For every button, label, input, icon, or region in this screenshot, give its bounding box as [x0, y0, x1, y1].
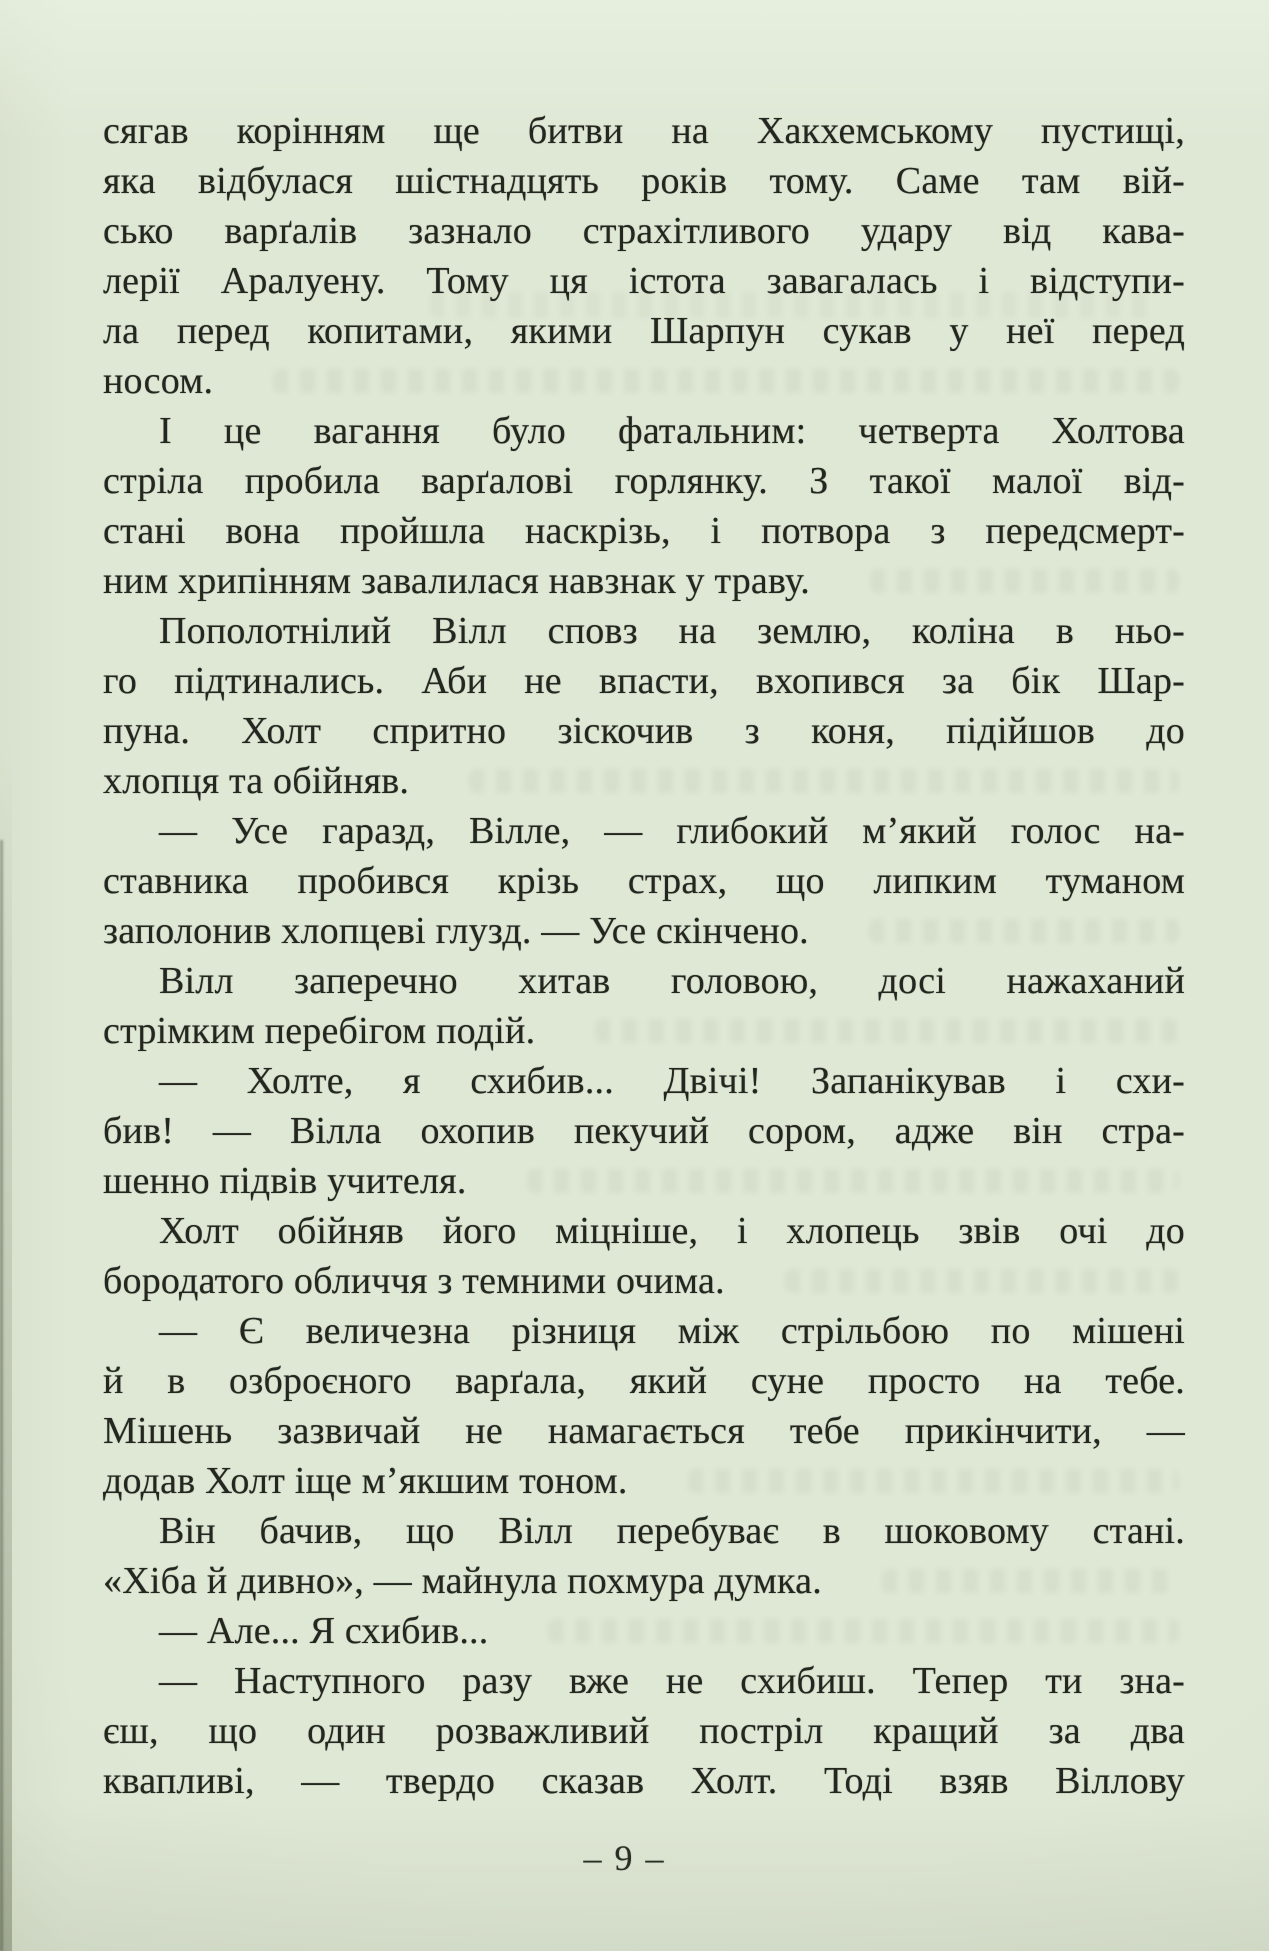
- text-line: [103, 1406, 1185, 1456]
- text-line: [103, 1156, 1185, 1206]
- text-line: [103, 656, 1185, 706]
- text-block: [103, 106, 1185, 1806]
- text-line: [103, 556, 1185, 606]
- text-line-content: стрімким перебігом подій.: [103, 1010, 536, 1052]
- text-line: [103, 1306, 1185, 1356]
- text-line: [103, 1206, 1185, 1256]
- text-line-content: ним хрипінням завалилася навзнак у траву.: [103, 560, 810, 602]
- text-line: [103, 706, 1185, 756]
- text-line: [103, 606, 1185, 656]
- text-line: [103, 306, 1185, 356]
- text-line: [103, 1456, 1185, 1506]
- text-line: [103, 256, 1185, 306]
- text-line-content: хлопця та обійняв.: [103, 760, 410, 802]
- page-edge-shadow: [0, 0, 12, 1951]
- text-line-content: додав Холт іще м’якшим тоном.: [103, 1460, 628, 1502]
- text-line-content: пуна. Холт спритно зіскочив з коня, підійшов до: [103, 710, 1185, 752]
- text-line: [103, 156, 1185, 206]
- text-line-content: лерії Аралуену. Тому ця істота завагалась і відступи-: [103, 260, 1185, 302]
- text-line: [103, 1356, 1185, 1406]
- text-line: [103, 1506, 1185, 1556]
- text-line-content: ла перед копитами, якими Шарпун сукав у неї перед: [103, 310, 1185, 352]
- text-line-content: го підтинались. Аби не впасти, вхопився за бік Шар-: [103, 660, 1185, 702]
- text-line-content: Холт обійняв його міцніше, і хлопець звів очі до: [159, 1210, 1185, 1252]
- text-line: [103, 906, 1185, 956]
- text-line: [103, 456, 1185, 506]
- text-line: [103, 1056, 1185, 1106]
- text-line-content: квапливі, — твердо сказав Холт. Тоді взяв Віллову: [103, 1760, 1185, 1802]
- text-line: [103, 1106, 1185, 1156]
- text-line: [103, 1556, 1185, 1606]
- text-line: [103, 406, 1185, 456]
- text-line-content: заполонив хлопцеві глузд. — Усе скінчено.: [103, 910, 809, 952]
- text-line-content: Він бачив, що Вілл перебуває в шоковому стані.: [159, 1510, 1185, 1552]
- text-line: [103, 1606, 1185, 1656]
- text-line: [103, 956, 1185, 1006]
- text-line-content: — Але... Я схибив...: [159, 1610, 489, 1652]
- text-line: [103, 356, 1185, 406]
- page-number: – 9 –: [583, 1838, 666, 1878]
- text-line: [103, 856, 1185, 906]
- text-line-content: яка відбулася шістнадцять років тому. Саме там вій-: [103, 160, 1185, 202]
- text-line-content: бородатого обличчя з темними очима.: [103, 1260, 725, 1302]
- text-line-content: стані вона пройшла наскрізь, і потвора з передсмерт-: [103, 510, 1185, 552]
- text-line: [103, 1756, 1185, 1806]
- text-line: [103, 206, 1185, 256]
- text-line: [103, 1656, 1185, 1706]
- text-line-content: Мішень зазвичай не намагається тебе прикінчити, —: [103, 1410, 1185, 1452]
- text-line-content: єш, що один розважливий постріл кращий за два: [103, 1710, 1185, 1752]
- text-line-content: ставника пробився крізь страх, що липким туманом: [103, 860, 1185, 902]
- text-line-content: Вілл заперечно хитав головою, досі нажаханий: [159, 960, 1185, 1002]
- text-line-content: — Холте, я схибив... Двічі! Запанікував і схи-: [159, 1060, 1185, 1102]
- text-line-content: бив! — Вілла охопив пекучий сором, адже він стра-: [103, 1110, 1185, 1152]
- text-line: [103, 1256, 1185, 1306]
- text-line-content: сягав корінням ще битви на Хакхемському пустищі,: [103, 110, 1185, 152]
- text-line-content: — Є величезна різниця між стрільбою по мішені: [159, 1310, 1185, 1352]
- text-line: [103, 1706, 1185, 1756]
- text-line: [103, 506, 1185, 556]
- text-line: [103, 106, 1185, 156]
- text-line-content: «Хіба й дивно», — майнула похмура думка.: [103, 1560, 822, 1602]
- text-line-content: І це вагання було фатальним: четверта Холтова: [159, 410, 1185, 452]
- text-line-content: носом.: [103, 360, 214, 402]
- text-line-content: шенно підвів учителя.: [103, 1160, 467, 1202]
- text-line-content: Пополотнілий Вілл сповз на землю, коліна в ньо-: [159, 610, 1185, 652]
- text-line-content: сько варґалів зазнало страхітливого удару від кава-: [103, 210, 1185, 252]
- text-line-content: стріла пробила варґалові горлянку. З такої малої від-: [103, 460, 1185, 502]
- page-edge-line: [0, 840, 3, 1951]
- text-line-content: — Усе гаразд, Вілле, — глибокий м’який голос на-: [159, 810, 1185, 852]
- text-line-content: — Наступного разу вже не схибиш. Тепер ти зна-: [159, 1660, 1185, 1702]
- text-line-content: й в озброєного варґала, який суне просто на тебе.: [103, 1360, 1185, 1402]
- text-line: [103, 806, 1185, 856]
- text-line: [103, 756, 1185, 806]
- text-line: [103, 1006, 1185, 1056]
